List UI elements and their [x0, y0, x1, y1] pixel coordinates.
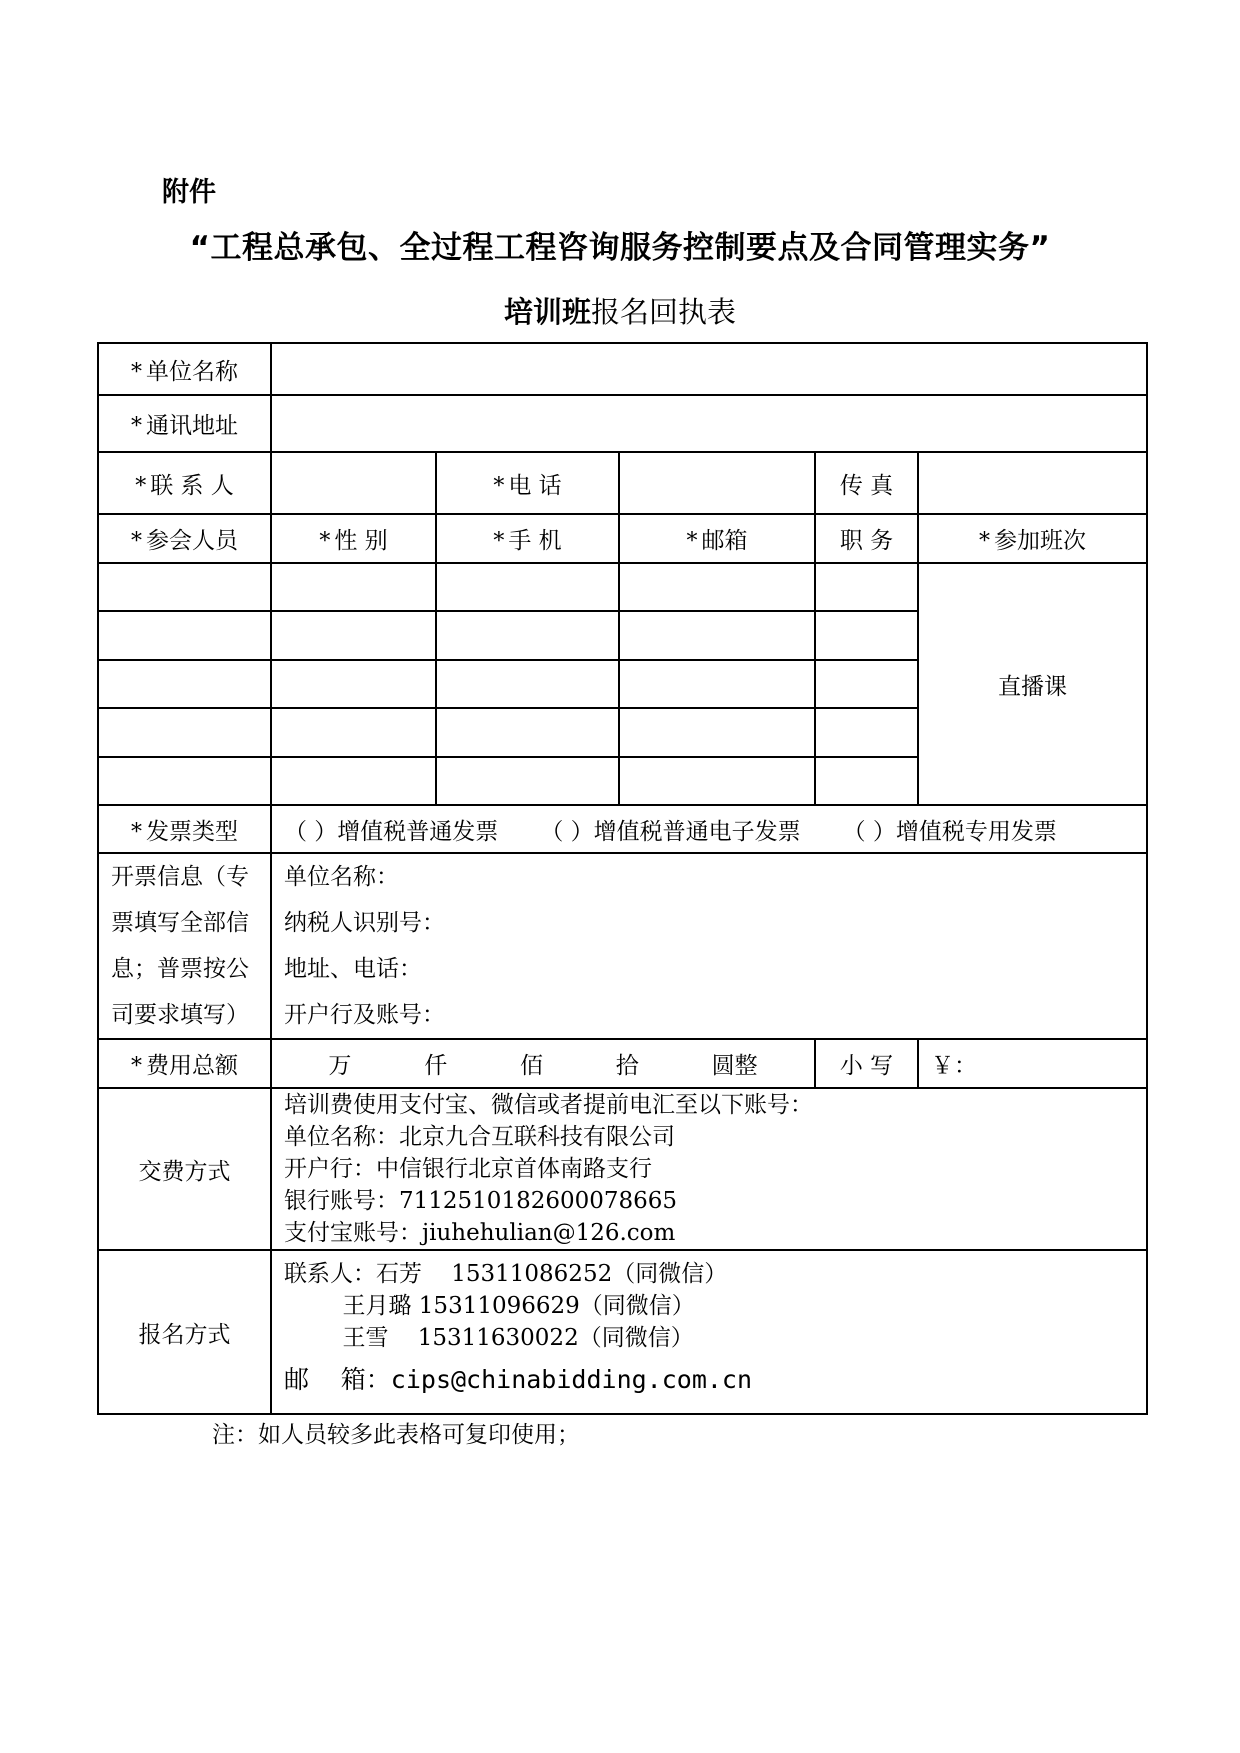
attendee-gender-field[interactable] — [271, 757, 436, 805]
attachment-label: 附件 — [162, 177, 216, 208]
attendee-email-field[interactable] — [619, 660, 815, 708]
contact-label-cell: * 联 系 人 — [98, 452, 271, 514]
register-contact-2: 王月璐 15311096629（同微信） — [284, 1293, 695, 1319]
attendee-name-field[interactable] — [98, 563, 271, 611]
attendee-gender-field[interactable] — [271, 563, 436, 611]
org-name-label-cell: * 单位名称 — [98, 343, 271, 395]
attendee-gender-field[interactable] — [271, 611, 436, 660]
attendee-name-field[interactable] — [98, 611, 271, 660]
attendee-email-field[interactable] — [619, 563, 815, 611]
address-label-cell: * 通讯地址 — [98, 395, 271, 452]
payment-company: 单位名称：北京九合互联科技有限公司 — [284, 1124, 675, 1150]
org-name-field[interactable] — [271, 343, 1147, 395]
invoice-type-options — [271, 805, 1147, 853]
attendee-mobile-field[interactable] — [436, 660, 619, 708]
unit-bai: 佰 — [519, 1053, 543, 1079]
registration-form — [97, 342, 1148, 1415]
invoice-taxpayer-id-field[interactable]: 纳税人识别号： — [284, 910, 445, 936]
attendee-mobile-field[interactable] — [436, 757, 619, 805]
fax-label-cell: 传 真 — [815, 452, 918, 514]
register-email-row — [284, 1354, 1146, 1406]
unit-yuan: 圆整 — [711, 1053, 758, 1079]
payment-bank: 开户行：中信银行北京首体南路支行 — [284, 1156, 652, 1182]
register-contact-3: 王雪 15311630022（同微信） — [284, 1325, 694, 1351]
session-value-cell: 直播课 — [918, 563, 1147, 805]
email-label-cell: * 邮箱 — [619, 514, 815, 563]
yen-field[interactable]: ￥： — [918, 1039, 1147, 1088]
attendee-name-field[interactable] — [98, 708, 271, 757]
attendee-mobile-field[interactable] — [436, 708, 619, 757]
total-uppercase-field[interactable] — [271, 1039, 815, 1088]
attendee-mobile-field[interactable] — [436, 563, 619, 611]
attendee-gender-field[interactable] — [271, 708, 436, 757]
unit-wan: 万 — [328, 1053, 352, 1079]
register-email[interactable]: cips@chinabidding.com.cn — [390, 1365, 753, 1394]
subtitle-bold: 培训班 — [503, 295, 591, 329]
invoice-info-label-cell: 开票信息（专票填写全部信息；普票按公司要求填写） — [98, 853, 271, 1039]
attendees-label-cell: * 参会人员 — [98, 514, 271, 563]
invoice-info-fields — [271, 853, 1147, 1039]
attendee-name-field[interactable] — [98, 660, 271, 708]
attendee-position-field[interactable] — [815, 708, 918, 757]
attendee-mobile-field[interactable] — [436, 611, 619, 660]
address-field[interactable] — [271, 395, 1147, 452]
register-label-cell: 报名方式 — [98, 1250, 271, 1414]
payment-account: 银行账号：7112510182600078665 — [284, 1188, 678, 1214]
fax-field[interactable] — [918, 452, 1147, 514]
total-label-cell: * 费用总额 — [98, 1039, 271, 1088]
subtitle-rest: 报名回执表 — [591, 295, 737, 329]
invoice-option-special[interactable]: （ ）增值税专用发票 — [842, 818, 1057, 845]
contact-field[interactable] — [271, 452, 436, 514]
attendee-name-field[interactable] — [98, 757, 271, 805]
mobile-label-cell: * 手 机 — [436, 514, 619, 563]
invoice-org-name-field[interactable]: 单位名称： — [284, 864, 399, 890]
attendee-email-field[interactable] — [619, 611, 815, 660]
phone-label-cell: * 电 话 — [436, 452, 619, 514]
attendee-position-field[interactable] — [815, 563, 918, 611]
lowercase-label-cell: 小 写 — [815, 1039, 918, 1088]
payment-label-cell: 交费方式 — [98, 1088, 271, 1250]
footer-note: 注：如人员较多此表格可复印使用； — [212, 1422, 580, 1448]
invoice-bank-account-field[interactable]: 开户行及账号： — [284, 1002, 445, 1028]
attendee-gender-field[interactable] — [271, 660, 436, 708]
session-label-cell: * 参加班次 — [918, 514, 1147, 563]
invoice-address-phone-field[interactable]: 地址、电话： — [284, 956, 422, 982]
attendee-position-field[interactable] — [815, 757, 918, 805]
register-email-label: 邮 箱： — [284, 1365, 391, 1394]
position-label-cell: 职 务 — [815, 514, 918, 563]
payment-info — [271, 1088, 1147, 1250]
document-title: “工程总承包、全过程工程咨询服务控制要点及合同管理实务” — [189, 230, 1051, 266]
unit-shi: 拾 — [615, 1053, 639, 1079]
payment-instruction: 培训费使用支付宝、微信或者提前电汇至以下账号： — [284, 1092, 813, 1118]
attendee-email-field[interactable] — [619, 708, 815, 757]
phone-field[interactable] — [619, 452, 815, 514]
document-subtitle — [0, 290, 1240, 331]
invoice-option-normal[interactable]: （ ）增值税普通发票 — [284, 818, 499, 845]
invoice-type-label-cell: * 发票类型 — [98, 805, 271, 853]
gender-label-cell: * 性 别 — [271, 514, 436, 563]
register-info — [271, 1250, 1147, 1414]
payment-alipay: 支付宝账号：jiuhehulian@126.com — [284, 1220, 676, 1246]
unit-qian: 仟 — [424, 1053, 448, 1079]
attendee-email-field[interactable] — [619, 757, 815, 805]
invoice-option-electronic[interactable]: （ ）增值税普通电子发票 — [540, 818, 801, 845]
attendee-position-field[interactable] — [815, 611, 918, 660]
register-contact-1: 联系人：石芳 15311086252（同微信） — [284, 1261, 728, 1287]
attendee-position-field[interactable] — [815, 660, 918, 708]
